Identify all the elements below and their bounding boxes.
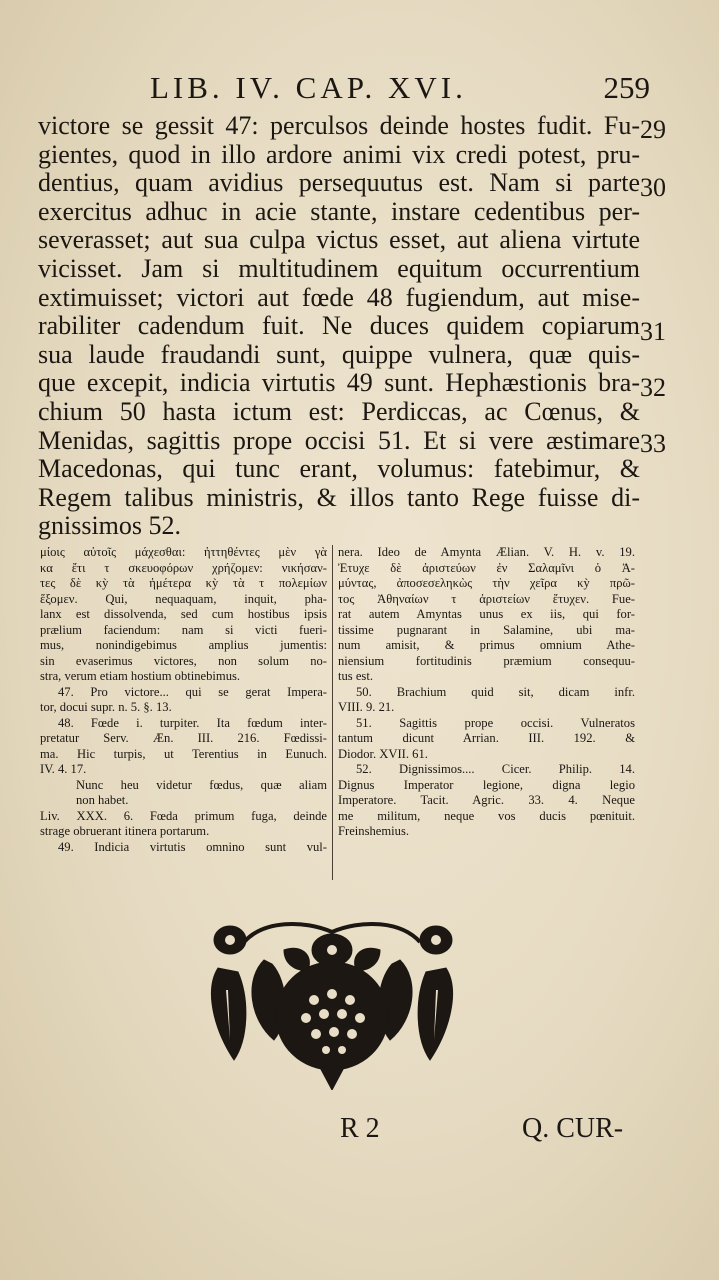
note-line: nera. Ideo de Amynta Ælian. V. H. v. 19. <box>338 545 635 559</box>
text-line: vicisset. Jam si multitudinem equitum occurrentium <box>38 254 640 283</box>
note-line: tor, docui supr. n. 5. §. 13. <box>40 700 172 714</box>
note-line: IV. 4. 17. <box>40 762 87 776</box>
text-line: gientes, quod in illo ardore animi vix credi potest, pru- <box>38 140 640 169</box>
note-line: VIII. 9. 21. <box>338 700 395 714</box>
note-line: stra, verum etiam hostium obtinebimus. <box>40 669 241 683</box>
margin-number: 30 <box>640 173 666 202</box>
note-line: me militum, neque vos ducis pœnituit. <box>338 808 635 823</box>
note-line: Dignus Imperator legione, digna legio <box>338 777 635 792</box>
note-line: ma. Hic turpis, ut Terentius in Eunuch. <box>40 746 327 761</box>
note-line: 51. Sagittis prope occisi. Vulneratos <box>356 715 635 730</box>
text-line: Macedonas, qui tunc erant, volumus: fatebimur, & <box>38 455 640 484</box>
margin-number: 29 <box>640 115 666 144</box>
footnotes-right-column <box>338 545 635 840</box>
note-line: tissime pugnarant in Salamine, ubi ma- <box>338 622 635 637</box>
note-line: 48. Fœde i. turpiter. Ita fœdum inter- <box>58 715 327 730</box>
note-line: τος Ἀθηναίων τ ἀριστείων ἔτυχεν. Fue- <box>338 591 635 606</box>
note-line: num amisit, & primus omnium Athe- <box>338 638 635 652</box>
note-line: Liv. XXX. 6. Fœda primum fuga, deinde <box>40 808 327 823</box>
column-divider <box>332 545 333 880</box>
text-line: que excepit, indicia virtutis 49 sunt. Hephæstionis bra- <box>38 369 640 398</box>
text-line: sua laude fraudandi sunt, quippe vulnera, quæ quis- <box>38 340 640 369</box>
note-line: μίοις αὐτοῖς μάχεσθαι: ἡττηθέντες μὲν γὰ <box>40 545 327 559</box>
note-line: μύντας, ἀποσεσεληκὼς τὴν χεῖρα κỳ πρῶ- <box>338 576 635 590</box>
page-number: 259 <box>603 70 650 105</box>
note-line: prælium faciendum: nam si victi fueri- <box>40 622 327 637</box>
floral-ornament-icon <box>204 920 460 1090</box>
note-line: sin evaserimus victores, non solum no- <box>40 653 327 668</box>
signature-mark: R 2 <box>340 1113 380 1144</box>
note-line: tus est. <box>338 669 373 683</box>
text-line: extimuisset; victori aut fœde 48 fugiendum, aut mise- <box>38 283 640 312</box>
note-line: Diodor. XVII. 61. <box>338 746 428 761</box>
note-line: 47. Pro victore... qui se gerat Impera- <box>58 684 327 699</box>
note-line: non habet. <box>76 793 129 807</box>
text-line: dentius, quam avidius persequutus est. Nam si parte <box>38 169 640 198</box>
margin-number: 31 <box>640 317 666 346</box>
margin-number: 33 <box>640 429 666 458</box>
main-text <box>38 112 640 541</box>
note-line: 50. Brachium quid sit, dicam infr. <box>356 684 635 699</box>
note-line: tantum dicunt Arrian. III. 192. & <box>338 731 635 745</box>
note-line: 52. Dignissimos.... Cicer. Philip. 14. <box>356 762 635 776</box>
note-line: pretatur Serv. Æn. III. 216. Fœdissi- <box>40 731 327 745</box>
note-line: Imperatore. Tacit. Agric. 33. 4. Neque <box>338 793 635 807</box>
note-line: 49. Indicia virtutis omnino sunt vul- <box>58 839 327 854</box>
note-line: Freinshemius. <box>338 824 410 838</box>
text-line: chium 50 hasta ictum est: Perdiccas, ac Cœnus, & <box>38 397 640 426</box>
note-line: Nunc heu videtur fœdus, quæ aliam <box>76 777 327 792</box>
note-line: Ἐτυχε δὲ ἀριστεύων ἐν Σαλαμῖνι ὁ Ἀ- <box>338 560 635 575</box>
text-line: exercitus adhuc in acie stante, instare cedentibus per- <box>38 197 640 226</box>
header-title: LIB. IV. CAP. XVI. <box>150 70 467 105</box>
note-line: rat autem Amyntas unus ex iis, qui for- <box>338 607 635 621</box>
text-line: rabiliter cadendum fuit. Ne duces quidem copiarum <box>38 312 640 341</box>
catchword: Q. CUR- <box>522 1113 624 1144</box>
note-line: niensium fortitudinis præmium consequu- <box>338 653 635 668</box>
footnotes-left-column <box>40 545 327 855</box>
note-line: κα ἔτι τ σκευοφόρων χρήζομεν: νικήσαν- <box>40 560 327 575</box>
text-line: gnissimos 52. <box>38 512 182 541</box>
note-line: τες δὲ κỳ τὰ ἡμέτερα κỳ τὰ τ πολεμίων <box>40 576 327 590</box>
note-line: strage obruerant itinera portarum. <box>40 824 210 838</box>
note-line: mus, nonindigebimus amplius jumentis: <box>40 638 327 652</box>
text-line: severasset; aut sua culpa victus esset, aut aliena virtute <box>38 226 640 255</box>
text-line: Regem talibus ministris, & illos tanto Rege fuisse di- <box>38 483 640 512</box>
text-line: Menidas, sagittis prope occisi 51. Et si vere æstimare <box>38 426 640 455</box>
running-header <box>150 70 650 104</box>
margin-number: 32 <box>640 373 666 402</box>
margin-numbers <box>640 112 680 532</box>
note-line: ἕξομεν. Qui, nequaquam, inquit, pha- <box>40 591 327 606</box>
text-line: victore se gessit 47: perculsos deinde hostes fudit. Fu- <box>38 112 640 140</box>
note-line: lanx est dissolvenda, sed cum hostibus ipsis <box>40 607 327 621</box>
